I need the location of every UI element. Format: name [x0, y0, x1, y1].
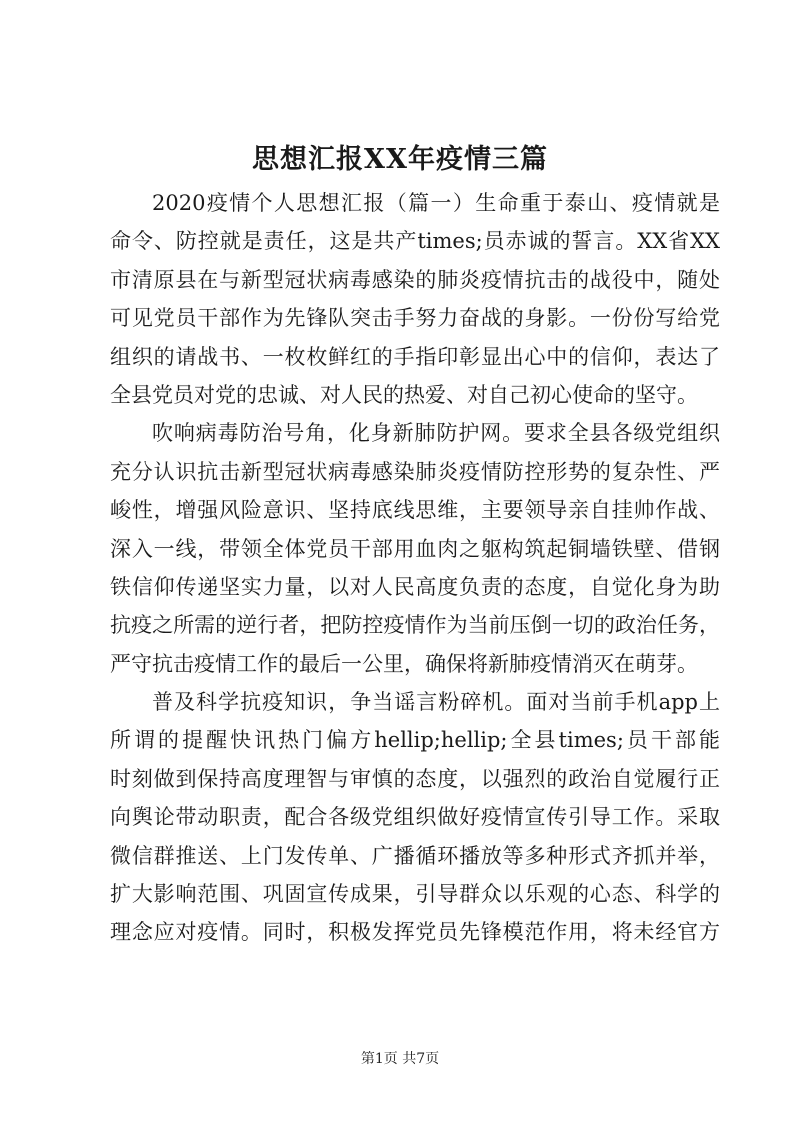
text-line: 组织的请战书、一枚枚鲜红的手指印彰显出心中的信仰，表达了: [110, 344, 720, 369]
page-number-footer: 第1页 共7页: [360, 1051, 440, 1067]
text-line: 深入一线，带领全体党员干部用血肉之躯构筑起铜墙铁壁、借钢: [110, 536, 720, 561]
text-line: 命令、防控就是责任，这是共产times;员赤诚的誓言。XX省XX: [110, 229, 720, 254]
text-line: 严守抗击疫情工作的最后一公里，确保将新肺疫情消灭在萌芽。: [110, 651, 698, 676]
text-line: 时刻做到保持高度理智与审慎的态度，以强烈的政治自觉履行正: [110, 766, 720, 791]
text-line: 扩大影响范围、巩固宣传成果，引导群众以乐观的心态、科学的: [110, 882, 720, 907]
text-line: 理念应对疫情。同时，积极发挥党员先锋模范作用，将未经官方: [110, 920, 720, 945]
paragraph-1: [110, 184, 720, 414]
text-line: 普及科学抗疫知识，争当谣言粉碎机。面对当前手机app上: [152, 690, 720, 715]
text-line: 全县党员对党的忠诚、对人民的热爱、对自己初心使命的坚守。: [110, 382, 698, 407]
text-line: 2020疫情个人思想汇报（篇一）生命重于泰山、疫情就是: [152, 191, 720, 215]
document-title: 思想汇报XX年疫情三篇: [252, 144, 548, 175]
text-line: 峻性，增强风险意识、坚持底线思维，主要领导亲自挂帅作战、: [110, 498, 720, 523]
text-line: 所谓的提醒快讯热门偏方hellip;hellip;全县times;员干部能: [110, 728, 720, 753]
text-line: 微信群推送、上门发传单、广播循环播放等多种形式齐抓并举，: [110, 843, 720, 868]
text-line: 可见党员干部作为先锋队突击手努力奋战的身影。一份份写给党: [110, 306, 720, 331]
text-line: 向舆论带动职责，配合各级党组织做好疫情宣传引导工作。采取: [110, 805, 720, 830]
paragraph-3: [110, 683, 720, 952]
text-line: 铁信仰传递坚实力量，以对人民高度负责的态度，自觉化身为助: [110, 574, 720, 599]
document-body: [110, 184, 720, 952]
text-line: 充分认识抗击新型冠状病毒感染肺炎疫情防控形势的复杂性、严: [110, 459, 720, 484]
paragraph-2: [110, 414, 720, 683]
text-line: 吹响病毒防治号角，化身新肺防护网。要求全县各级党组织: [152, 421, 720, 446]
text-line: 市清原县在与新型冠状病毒感染的肺炎疫情抗击的战役中，随处: [110, 267, 720, 292]
text-line: 抗疫之所需的逆行者，把防控疫情作为当前压倒一切的政治任务，: [110, 613, 720, 638]
